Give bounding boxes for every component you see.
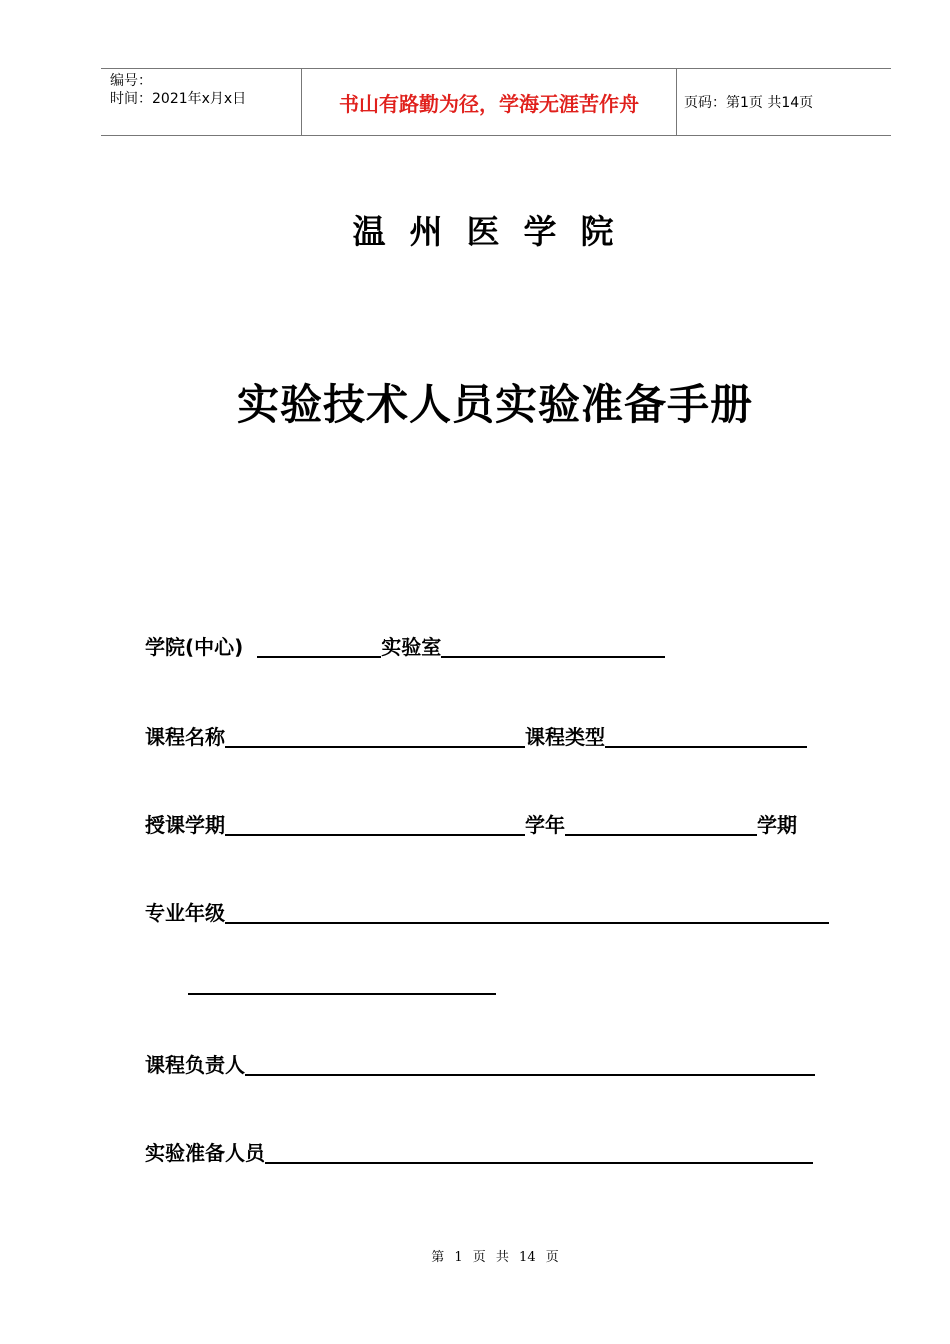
form-row-major (145, 896, 829, 926)
semester-label: 学期 (757, 813, 797, 837)
header-meta (110, 72, 246, 108)
course-name-label: 课程名称 (145, 725, 225, 749)
course-type-field[interactable] (605, 722, 807, 748)
major-grade-label: 专业年级 (145, 901, 225, 925)
course-type-label: 课程类型 (525, 725, 605, 749)
form-row-college (145, 630, 665, 660)
form-row-prep (145, 1136, 813, 1166)
term-field[interactable] (225, 810, 525, 836)
year-label: 学年 (525, 813, 565, 837)
lab-label: 实验室 (381, 635, 442, 659)
prep-staff-field[interactable] (265, 1138, 813, 1164)
header-motto: 书山有路勤为径，学海无涯苦作舟 (339, 91, 639, 116)
course-lead-label: 课程负责人 (145, 1053, 245, 1077)
school-name: 温州医学院 (352, 212, 638, 251)
course-lead-field[interactable] (245, 1050, 815, 1076)
lab-field[interactable] (441, 632, 665, 658)
serial-label: 编号： (110, 73, 152, 89)
college-label: 学院(中心) (145, 635, 244, 659)
header-page-info: 页码：第1页 共14页 (684, 95, 814, 111)
header-divider-right (676, 68, 677, 136)
footer-page-number: 第 1 页 共 14 页 (431, 1250, 559, 1265)
form-row-term (145, 808, 797, 838)
prep-staff-label: 实验准备人员 (145, 1141, 265, 1165)
year-field[interactable] (565, 810, 757, 836)
major-grade-field[interactable] (225, 898, 829, 924)
form-row-lead (145, 1048, 815, 1078)
college-field[interactable] (257, 632, 381, 658)
term-label: 授课学期 (145, 813, 225, 837)
form-row-course (145, 720, 807, 750)
date-line: 时间：2021年x月x日 (110, 91, 247, 107)
major-grade-field-line2[interactable] (188, 993, 496, 995)
course-name-field[interactable] (225, 722, 525, 748)
document-title: 实验技术人员实验准备手册 (236, 380, 753, 429)
